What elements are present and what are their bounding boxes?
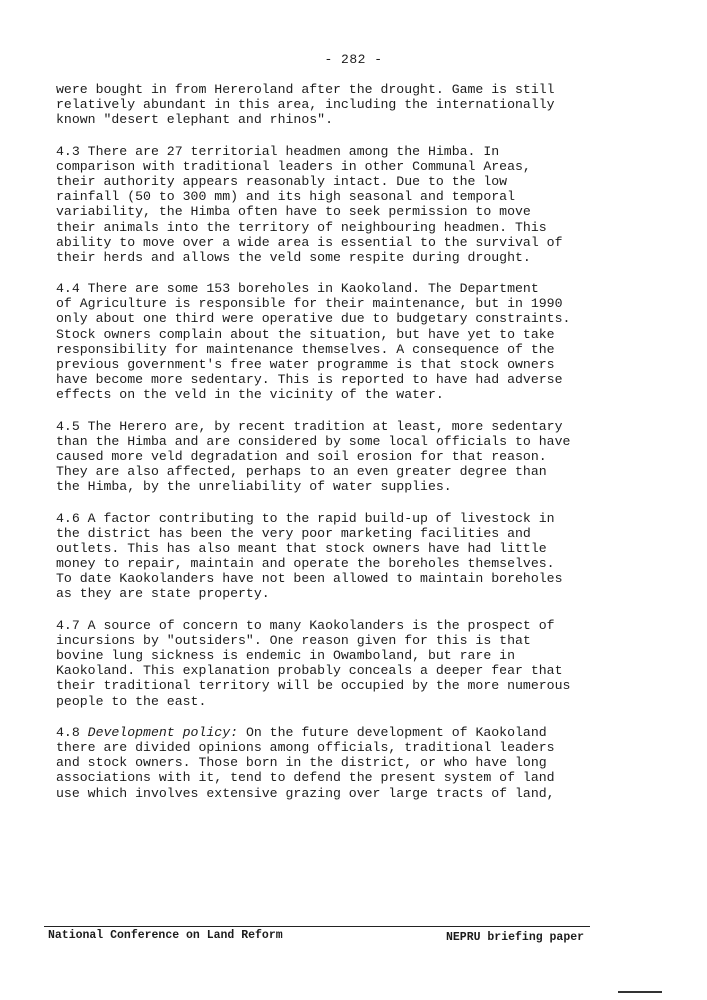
text-line: variability, the Himba often have to seek permission to move: [56, 204, 531, 220]
text-line: They are also affected, perhaps to an even greater degree than: [56, 464, 547, 480]
text-line: To date Kaokolanders have not been allowed to maintain boreholes: [56, 571, 563, 587]
text-line: bovine lung sickness is endemic in Owamboland, but rare in: [56, 648, 515, 663]
text-line: than the Himba and are considered by some local officials to have: [56, 433, 571, 449]
text-line: money to repair, maintain and operate the boreholes themselves.: [56, 556, 555, 572]
body-text: [56, 82, 592, 817]
text-line: 4.4 There are some 153 boreholes in Kaokoland. The Department: [56, 281, 539, 297]
text-line: have become more sedentary. This is reported to have had adverse: [56, 372, 563, 388]
text-line: only about one third were operative due to budgetary constraints.: [56, 311, 571, 327]
text-line: known "desert elephant and rhinos".: [56, 112, 333, 128]
text-line: 4.6 A factor contributing to the rapid build-up of livestock in: [56, 510, 555, 526]
text-line: Stock owners complain about the situation, but have yet to take: [56, 326, 555, 342]
text-line: outlets. This has also meant that stock owners have had little: [56, 540, 547, 556]
text-line: and stock owners. Those born in the district, or who have long: [56, 755, 547, 771]
text-line: 4.3 There are 27 territorial headmen among the Himba. In: [56, 143, 500, 159]
paragraph-4-4: [56, 281, 592, 403]
text-line: effects on the veld in the vicinity of the water.: [56, 387, 444, 403]
text-line: their traditional territory will be occupied by the more numerous: [56, 678, 571, 694]
paragraph-4-7: [56, 618, 592, 709]
text-line: as they are state property.: [56, 586, 270, 602]
paragraph-4-5: [56, 419, 592, 495]
paragraph-4-8: [56, 725, 592, 801]
text-line: there are divided opinions among officials, traditional leaders: [56, 739, 555, 755]
paragraph-4-3: [56, 144, 592, 266]
text-line: the district has been the very poor marketing facilities and: [56, 525, 531, 541]
text-line: ability to move over a wide area is essential to the survival of: [56, 234, 563, 250]
text-line: previous government's free water programme is that stock owners: [56, 357, 555, 372]
scan-mark: [618, 991, 662, 993]
heading-tail: On the future development of Kaokoland: [238, 724, 547, 740]
text-line: their herds and allows the veld some respite during drought.: [56, 249, 531, 265]
text-line: rainfall (50 to 300 mm) and its high seasonal and temporal: [56, 189, 515, 205]
text-line: use which involves extensive grazing over large tracts of land,: [56, 785, 555, 801]
page-number: - 282 -: [324, 52, 383, 67]
footer-paper-type: NEPRU briefing paper: [446, 931, 585, 944]
section-number: 4.8: [56, 724, 88, 740]
section-heading: Development policy:: [87, 724, 239, 740]
text-line: were bought in from Hereroland after the drought. Game is still: [56, 82, 555, 97]
footer-divider: [44, 926, 590, 927]
text-line: the Himba, by the unreliability of water supplies.: [56, 479, 452, 495]
text-line: their animals into the territory of neighbouring headmen. This: [56, 219, 547, 235]
text-line: relatively abundant in this area, including the internationally: [56, 97, 555, 113]
text-line: Kaokoland. This explanation probably conceals a deeper fear that: [56, 663, 563, 679]
footer-conference-title: National Conference on Land Reform: [48, 929, 283, 942]
text-line: of Agriculture is responsible for their maintenance, but in 1990: [56, 296, 563, 312]
paragraph: [56, 82, 592, 128]
text-line: 4.5 The Herero are, by recent tradition at least, more sedentary: [56, 418, 563, 434]
text-line: people to the east.: [56, 693, 207, 709]
text-line: comparison with traditional leaders in other Communal Areas,: [56, 158, 531, 174]
text-line: associations with it, tend to defend the present system of land: [56, 770, 555, 786]
text-line: 4.7 A source of concern to many Kaokolanders is the prospect of: [56, 617, 555, 633]
paragraph-4-6: [56, 511, 592, 602]
text-line: their authority appears reasonably intact. Due to the low: [56, 173, 508, 189]
text-line: responsibility for maintenance themselves. A consequence of the: [56, 341, 555, 357]
text-line: incursions by "outsiders". One reason given for this is that: [56, 632, 531, 648]
text-line: caused more veld degradation and soil erosion for that reason.: [56, 448, 547, 464]
text-line-with-heading: [56, 725, 592, 740]
